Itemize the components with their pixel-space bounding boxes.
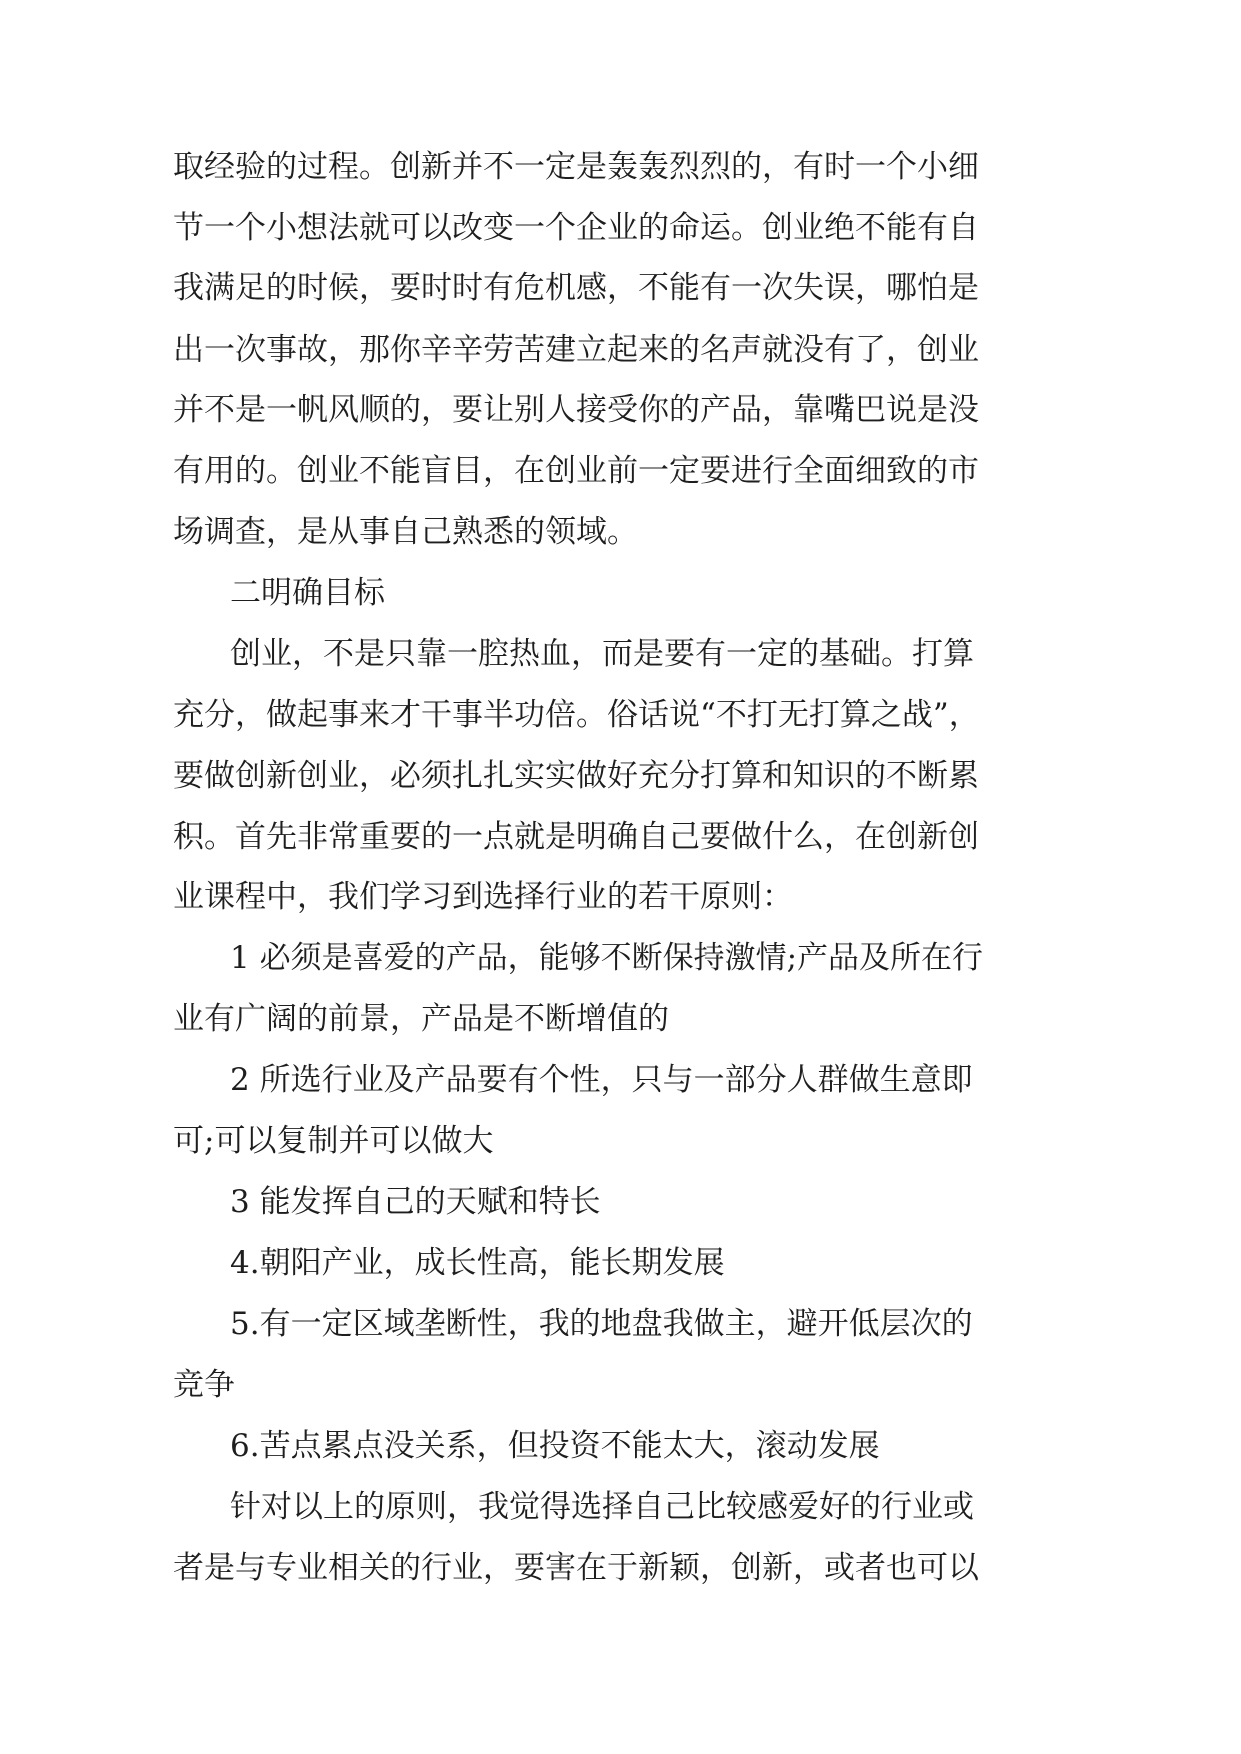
text-line: 业有广阔的前景，产品是不断增值的 [173, 1001, 669, 1037]
text-line: 要做创新创业，必须扎扎实实做好充分打算和知识的不断累 [173, 758, 979, 794]
text-line: 创业，不是只靠一腔热血，而是要有一定的基础。打算 [230, 636, 974, 672]
section-heading: 二明确目标 [230, 575, 385, 611]
list-item: 2 所选行业及产品要有个性，只与一部分人群做生意即 [230, 1062, 973, 1098]
text-line: 充分，做起事来才干事半功倍。俗话说“不打无打算之战”， [173, 697, 980, 733]
text-line: 业课程中，我们学习到选择行业的若干原则： [173, 879, 793, 915]
text-line: 出一次事故，那你辛辛劳苦建立起来的名声就没有了，创业 [173, 332, 979, 368]
list-item: 1 必须是喜爱的产品，能够不断保持激情;产品及所在行 [230, 940, 984, 976]
text-line: 取经验的过程。创新并不一定是轰轰烈烈的，有时一个小细 [173, 149, 979, 185]
list-item: 4.朝阳产业，成长性高，能长期发展 [230, 1245, 725, 1281]
text-line: 有用的。创业不能盲目，在创业前一定要进行全面细致的市 [173, 453, 979, 489]
text-line: 积。首先非常重要的一点就是明确自己要做什么，在创新创 [173, 819, 979, 855]
text-line: 针对以上的原则，我觉得选择自己比较感爱好的行业或 [230, 1489, 974, 1525]
text-line: 我满足的时候，要时时有危机感，不能有一次失误，哪怕是 [173, 270, 979, 306]
text-line: 者是与专业相关的行业，要害在于新颖，创新，或者也可以 [173, 1550, 979, 1586]
text-line: 竞争 [173, 1367, 235, 1403]
list-item: 3 能发挥自己的天赋和特长 [230, 1184, 601, 1220]
text-line: 场调查，是从事自己熟悉的领域。 [173, 514, 638, 550]
list-item: 6.苦点累点没关系，但投资不能太大，滚动发展 [230, 1428, 880, 1464]
text-line: 可;可以复制并可以做大 [173, 1123, 494, 1159]
text-line: 节一个小想法就可以改变一个企业的命运。创业绝不能有自 [173, 210, 979, 246]
text-line: 并不是一帆风顺的，要让别人接受你的产品，靠嘴巴说是没 [173, 392, 979, 428]
list-item: 5.有一定区域垄断性，我的地盘我做主，避开低层次的 [230, 1306, 973, 1342]
